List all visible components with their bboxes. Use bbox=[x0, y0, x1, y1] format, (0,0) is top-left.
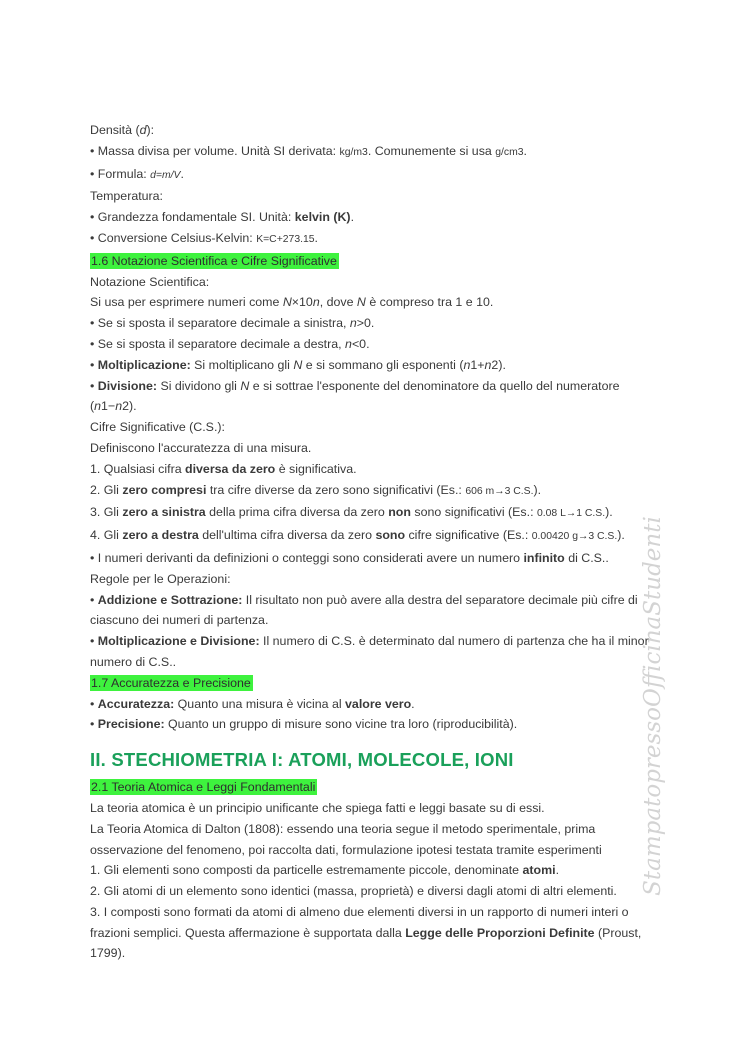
text-segment: non bbox=[388, 505, 411, 520]
text-segment: d=m/V bbox=[150, 169, 181, 181]
text-segment: 1.6 Notazione Scientifica e Cifre Significative bbox=[91, 253, 337, 268]
paragraph bbox=[90, 548, 658, 569]
text-segment: 1. Qualsiasi cifra bbox=[90, 461, 186, 476]
text-segment: atomi bbox=[522, 863, 556, 878]
text-segment: • bbox=[90, 357, 98, 372]
text-segment: ). bbox=[533, 482, 542, 497]
text-segment: Definiscono l'accuratezza di una misura. bbox=[90, 440, 312, 455]
text-segment: 2). bbox=[491, 357, 506, 372]
text-segment: n bbox=[484, 357, 492, 372]
text-segment: 0.08 L→1 C.S. bbox=[536, 508, 606, 520]
paragraph bbox=[90, 694, 658, 715]
text-segment: Cifre Significative (C.S.): bbox=[90, 420, 225, 435]
text-segment: • bbox=[90, 378, 98, 393]
section-heading bbox=[90, 748, 658, 772]
document-content bbox=[90, 120, 658, 964]
text-segment: (Proust, 1799). bbox=[90, 925, 642, 961]
paragraph bbox=[90, 459, 658, 480]
text-segment: • bbox=[90, 634, 98, 649]
text-segment: e si sottrae l'esponente del denominatore da quello del numeratore ( bbox=[90, 378, 620, 414]
text-segment: • Massa divisa per volume. Unità SI derivata: bbox=[90, 143, 340, 158]
text-segment: • Se si sposta il separatore decimale a destra, bbox=[90, 336, 346, 351]
text-segment: • Conversione Celsius-Kelvin: bbox=[90, 230, 257, 245]
text-segment: zero a sinistra bbox=[122, 505, 206, 520]
text-segment: ): bbox=[146, 123, 155, 137]
text-segment: d bbox=[139, 123, 147, 137]
text-segment: zero a destra bbox=[122, 528, 199, 543]
text-segment: cifre significative (Es.: bbox=[405, 528, 532, 543]
text-segment: valore vero bbox=[345, 696, 412, 711]
text-segment: Quanto una misura è vicina al bbox=[174, 696, 346, 711]
text-segment: di C.S.. bbox=[564, 550, 609, 565]
text-segment: • Grandezza fondamentale SI. Unità: bbox=[90, 210, 295, 225]
paragraph bbox=[90, 292, 658, 313]
paragraph bbox=[90, 798, 658, 819]
text-segment: n bbox=[312, 295, 320, 310]
text-segment: ). bbox=[617, 528, 625, 543]
text-segment: è compreso tra 1 e 10. bbox=[365, 295, 494, 310]
paragraph bbox=[90, 376, 658, 418]
text-segment: >0. bbox=[356, 316, 375, 331]
highlighted-subheading bbox=[90, 777, 658, 798]
text-segment: • bbox=[90, 592, 98, 607]
paragraph bbox=[90, 590, 658, 632]
text-segment: 1− bbox=[101, 399, 116, 414]
highlighted-subheading bbox=[90, 673, 658, 694]
text-segment: kelvin (K) bbox=[294, 210, 351, 225]
text-segment: • bbox=[90, 717, 98, 732]
text-segment: infinito bbox=[523, 550, 565, 565]
text-segment: Addizione e Sottrazione: bbox=[97, 592, 243, 607]
text-segment: II. STECHIOMETRIA I: ATOMI, MOLECOLE, IONI bbox=[90, 749, 514, 771]
text-segment: La teoria atomica è un principio unificante che spiega fatti e leggi basate su di essi. bbox=[90, 800, 545, 815]
highlight-span bbox=[90, 779, 317, 795]
text-segment: N bbox=[282, 295, 292, 310]
text-segment: sono significativi (Es.: bbox=[410, 505, 537, 520]
paragraph bbox=[90, 272, 658, 293]
text-segment: zero compresi bbox=[122, 482, 207, 497]
text-segment: Si dividono gli bbox=[157, 378, 241, 393]
text-segment: 2). bbox=[122, 399, 137, 414]
text-segment: 0.00420 g→3 C.S. bbox=[531, 531, 618, 543]
text-segment: Moltiplicazione: bbox=[97, 357, 191, 372]
text-segment: La Teoria Atomica di Dalton (1808): essendo una teoria segue il metodo sperimentale, prima osservazione del fenomeno, poi raccolta dati, formulazione ipotesi testata tramite esperimenti bbox=[90, 821, 602, 857]
paragraph bbox=[90, 141, 658, 164]
paragraph bbox=[90, 228, 658, 251]
text-segment: n bbox=[94, 399, 102, 414]
text-segment: , dove bbox=[319, 295, 357, 310]
text-segment: <0. bbox=[351, 336, 370, 351]
text-segment: 2. Gli atomi di un elemento sono identici (massa, proprietà) e diversi dagli atomi di altri elementi. bbox=[90, 884, 617, 899]
paragraph bbox=[90, 502, 658, 525]
paragraph bbox=[90, 313, 658, 334]
text-segment: • bbox=[90, 696, 98, 711]
text-segment: . bbox=[350, 210, 355, 225]
text-segment: Legge delle Proporzioni Definite bbox=[405, 925, 595, 940]
text-segment: • I numeri derivanti da definizioni o conteggi sono considerati avere un numero bbox=[90, 550, 524, 565]
paragraph bbox=[90, 207, 658, 228]
text-segment: Si moltiplicano gli bbox=[190, 357, 294, 372]
text-segment: n bbox=[349, 316, 357, 331]
text-segment: e si sommano gli esponenti ( bbox=[302, 357, 464, 372]
paragraph bbox=[90, 819, 658, 861]
watermark-text: StampatopressoOfficinaStudenti bbox=[640, 516, 666, 896]
text-segment: . bbox=[523, 143, 527, 158]
text-segment: Moltiplicazione e Divisione: bbox=[97, 634, 260, 649]
text-segment: Il numero di C.S. è determinato dal numero di partenza che ha il minor numero di C.S.. bbox=[90, 634, 649, 669]
text-segment: kg/m3 bbox=[339, 146, 368, 158]
text-segment: . bbox=[180, 166, 184, 181]
paragraph bbox=[90, 334, 658, 355]
paragraph bbox=[90, 480, 658, 503]
text-segment: è significativa. bbox=[275, 461, 357, 476]
text-segment: . bbox=[555, 863, 560, 878]
highlighted-subheading bbox=[90, 251, 658, 272]
paragraph bbox=[90, 714, 658, 735]
text-segment: • Formula: bbox=[90, 166, 151, 181]
text-segment: Si usa per esprimere numeri come bbox=[90, 295, 283, 310]
paragraph bbox=[90, 186, 658, 207]
text-segment: N bbox=[356, 295, 366, 310]
highlight-span bbox=[90, 253, 339, 269]
paragraph bbox=[90, 438, 658, 459]
text-segment: n bbox=[115, 399, 123, 414]
highlight-span bbox=[90, 675, 253, 691]
text-segment: N bbox=[240, 378, 250, 393]
paragraph bbox=[90, 164, 658, 187]
text-segment: • Se si sposta il separatore decimale a sinistra, bbox=[90, 316, 350, 331]
text-segment: Accuratezza: bbox=[97, 696, 175, 711]
text-segment: 2.1 Teoria Atomica e Leggi Fondamentali bbox=[91, 780, 316, 795]
text-segment: Notazione Scientifica: bbox=[90, 274, 210, 289]
paragraph bbox=[90, 860, 658, 881]
text-segment: Quanto un gruppo di misure sono vicine tra loro (riproducibilità). bbox=[164, 717, 518, 732]
text-segment: ×10 bbox=[291, 295, 313, 310]
paragraph bbox=[90, 902, 658, 964]
text-segment: K=C+273.15 bbox=[256, 233, 315, 245]
text-segment: ). bbox=[605, 505, 613, 520]
text-segment: 1+ bbox=[470, 357, 485, 372]
text-segment: g/cm3 bbox=[495, 146, 524, 158]
text-segment: n bbox=[463, 357, 471, 372]
text-segment: . bbox=[314, 230, 318, 245]
text-segment: della prima cifra diversa da zero bbox=[205, 505, 389, 520]
text-segment: Divisione: bbox=[97, 378, 157, 393]
paragraph bbox=[90, 417, 658, 438]
text-segment: Precisione: bbox=[97, 717, 165, 732]
paragraph bbox=[90, 631, 658, 673]
text-segment: Temperatura: bbox=[90, 189, 163, 204]
text-segment: . Comunemente si usa bbox=[367, 143, 496, 158]
paragraph bbox=[90, 569, 658, 590]
text-segment: Il risultato non può avere alla destra del separatore decimale più cifre di ciascuno dei numeri di partenza. bbox=[90, 592, 638, 628]
text-segment: Densità ( bbox=[90, 123, 140, 137]
text-segment: 3. Gli bbox=[90, 505, 123, 520]
paragraph bbox=[90, 881, 658, 902]
text-segment: 606 m→3 C.S. bbox=[465, 485, 534, 497]
text-segment: . bbox=[411, 696, 415, 711]
text-segment: 1. Gli elementi sono composti da particelle estremamente piccole, denominate bbox=[90, 863, 523, 878]
text-segment: N bbox=[293, 357, 303, 372]
text-segment: 3. I composti sono formati da atomi di almeno due elementi diversi in un rapporto di numeri interi o frazioni semplici. Questa affermazione è supportata dalla bbox=[90, 904, 629, 940]
text-segment: diversa da zero bbox=[185, 461, 276, 476]
paragraph bbox=[90, 525, 658, 548]
paragraph bbox=[90, 355, 658, 376]
text-segment: tra cifre diverse da zero sono significativi (Es.: bbox=[206, 482, 466, 497]
text-segment: Regole per le Operazioni: bbox=[90, 571, 231, 586]
text-segment: n bbox=[345, 336, 352, 351]
text-segment: sono bbox=[375, 528, 406, 543]
paragraph bbox=[90, 120, 658, 141]
text-segment: 2. Gli bbox=[90, 482, 123, 497]
text-segment: 4. Gli bbox=[90, 528, 123, 543]
text-segment: dell'ultima cifra diversa da zero bbox=[198, 528, 376, 543]
text-segment: 1.7 Accuratezza e Precisione bbox=[91, 675, 251, 690]
